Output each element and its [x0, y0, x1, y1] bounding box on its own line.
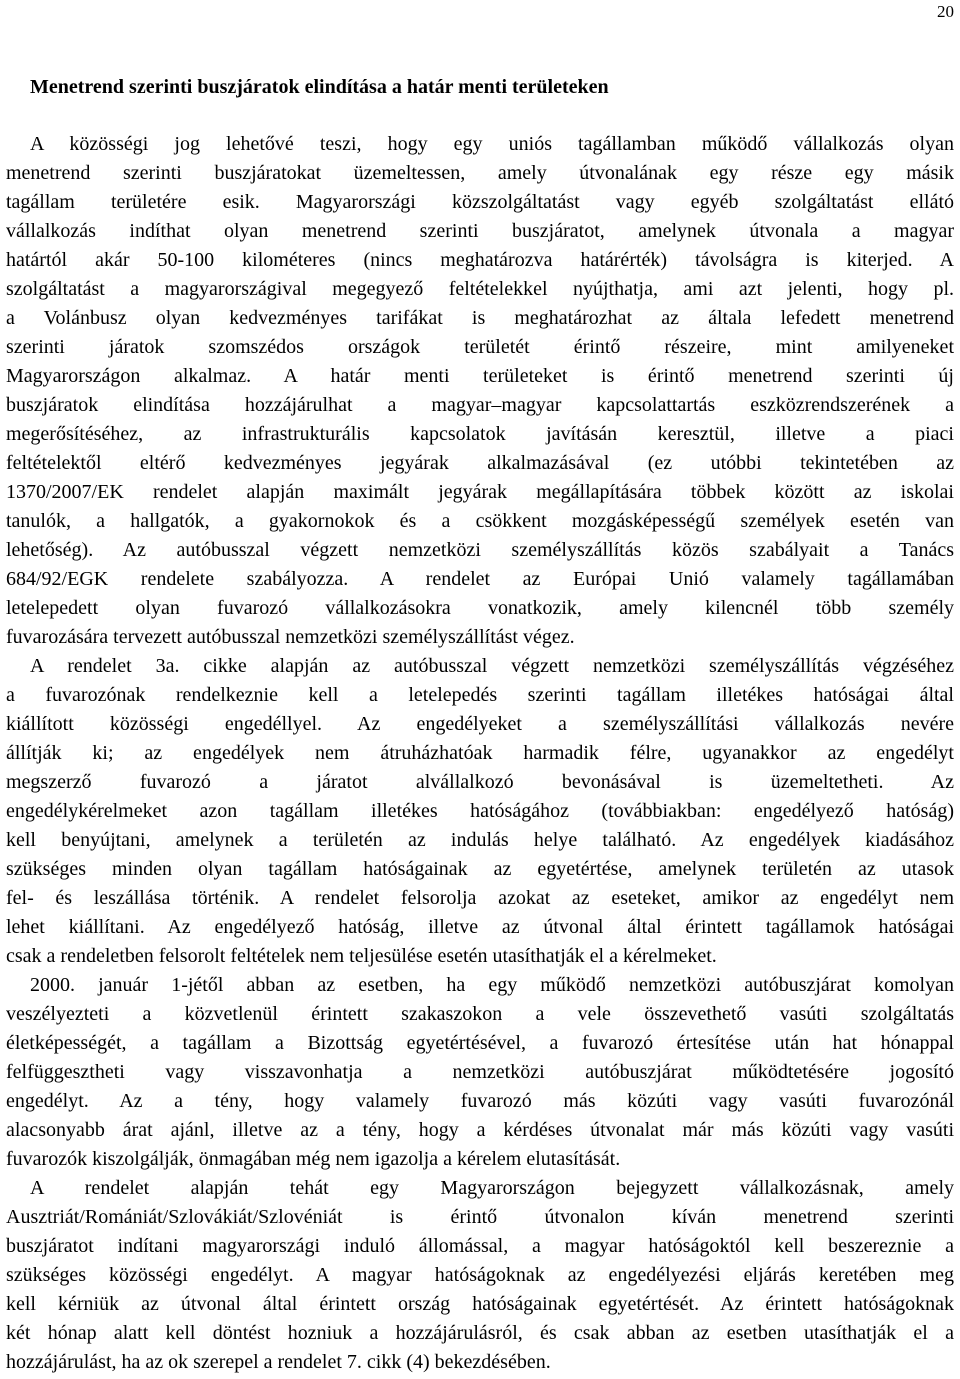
paragraph [6, 652, 954, 971]
paragraph-line: A rendelet 3a. cikke alapján az autóbusszal végzett nemzetközi személyszállítás végzéséhez [30, 655, 954, 677]
paragraph-line: lehetőség). Az autóbusszal végzett nemzetközi személyszállítás közös szabályait a Tanács [6, 539, 954, 561]
paragraph-line: A rendelet alapján tehát egy Magyarországon bejegyzett vállalkozásnak, amely [30, 1177, 954, 1199]
paragraph-line: menetrend szerinti buszjáratokat üzemeltessen, amely útvonalának egy része egy másik [6, 162, 954, 184]
paragraph-line: tagállam területére esik. Magyarországi közszolgáltatást vagy egyéb szolgáltatást ellátó [6, 191, 954, 213]
paragraph-line: a fuvarozónak rendelkeznie kell a letelepedés szerinti tagállam illetékes hatóságai által [6, 684, 954, 706]
paragraph-line: fuvarozók kiszolgálják, önmagában még nem igazolja a kérelem elutasítását. [6, 1148, 621, 1170]
paragraph-line: tanulók, a hallgatók, a gyakornokok és a csökkent mozgásképességű személyek esetén van [6, 510, 954, 532]
paragraph-line: szerinti járatok szomszédos országok területét érintő részeire, mint amilyeneket [6, 336, 954, 358]
paragraph-line: kiállított közösségi engedéllyel. Az engedélyeket a személyszállítási vállalkozás nevére [6, 713, 954, 735]
paragraph-line: fuvarozására tervezett autóbusszal nemzetközi személyszállítást végez. [6, 626, 575, 648]
paragraph-line: kell benyújtani, amelynek a területén az indulás helye található. Az engedélyek kiadásához [6, 829, 954, 851]
paragraph-line: 1370/2007/EK rendelet alapján maximált jegyárak megállapítására többek között az iskolai [6, 481, 954, 503]
paragraph-line: felfüggesztheti vagy visszavonhatja a nemzetközi autóbuszjárat működtetésére jogosító [6, 1061, 954, 1083]
paragraph-line: csak a rendeletben felsorolt feltételek nem teljesülése esetén utasíthatják el a kérelmeket. [6, 945, 717, 967]
paragraph-line: a Volánbusz olyan kedvezményes tarifákat is meghatározhat az általa lefedett menetrend [6, 307, 954, 329]
paragraph-line: vállalkozás indíthat olyan menetrend szerinti buszjáratot, amelynek útvonala a magyar [6, 220, 954, 242]
paragraph-line: buszjáratok elindítása hozzájárulhat a magyar–magyar kapcsolattartás eszközrendszerének a [6, 394, 954, 416]
paragraph-line: A közösségi jog lehetővé teszi, hogy egy uniós tagállamban működő vállalkozás olyan [30, 133, 954, 155]
paragraph-line: két hónap alatt kell döntést hozniuk a hozzájárulásról, és csak abban az esetben utasíthatják el a [6, 1322, 954, 1344]
paragraph-line: fel- és leszállása történik. A rendelet felsorolja azokat az eseteket, amikor az engedélyt nem [6, 887, 954, 909]
paragraph [6, 971, 954, 1174]
paragraph-line: buszjáratot indítani magyarországi induló állomással, a magyar hatóságoktól kell beszereznie a [6, 1235, 954, 1257]
paragraph-line: szolgáltatást a magyarországival megegyező feltételekkel nyújthatja, ami azt jelenti, hogy pl. [6, 278, 954, 300]
body-text [6, 130, 954, 1377]
paragraph-line: kell kérniük az útvonal által érintett ország hatóságainak egyetértését. Az érintett hatóságoknak [6, 1293, 954, 1315]
paragraph-line: hozzájárulást, ha az ok szerepel a rendelet 7. cikk (4) bekezdésében. [6, 1351, 551, 1373]
paragraph-line: letelepedett olyan fuvarozó vállalkozásokra vonatkozik, amely kilencnél több személy [6, 597, 954, 619]
paragraph-line: engedélyt. Az a tény, hogy valamely fuvarozó más közúti vagy vasúti fuvarozónál [6, 1090, 954, 1112]
paragraph-line: Ausztriát/Romániát/Szlovákiát/Szlovéniát is érintő útvonalon kíván menetrend szerinti [6, 1206, 954, 1228]
paragraph-line: feltételektől eltérő kedvezményes jegyárak alkalmazásával (ez utóbbi tekintetében az [6, 452, 954, 474]
paragraph-line: Magyarországon alkalmaz. A határ menti területeket is érintő menetrend szerinti új [6, 365, 954, 387]
paragraph-line: engedélykérelmeket azon tagállam illetékes hatóságához (továbbiakban: engedélyező hatóság) [6, 800, 954, 822]
paragraph-line: állítják ki; az engedélyek nem átruházhatóak harmadik félre, ugyanakkor az engedélyt [6, 742, 954, 764]
paragraph-line: 684/92/EGK rendelete szabályozza. A rendelet az Európai Unió valamely tagállamában [6, 568, 954, 590]
paragraph-line: veszélyezteti a közvetlenül érintett szakaszokon a vele összevethető vasúti szolgáltatás [6, 1003, 954, 1025]
paragraph-line: lehet kiállítani. Az engedélyező hatóság, illetve az útvonal által érintett tagállamok hatóságai [6, 916, 954, 938]
paragraph [6, 130, 954, 652]
page-number: 20 [937, 2, 954, 21]
paragraph-line: szükséges közösségi engedélyt. A magyar hatóságoknak az engedélyezési eljárás keretében meg [6, 1264, 954, 1286]
paragraph-line: határtól akár 50-100 kilométeres (nincs meghatározva határérték) távolságra is kiterjed. A [6, 249, 954, 271]
page-title: Menetrend szerinti buszjáratok elindítása a határ menti területeken [30, 76, 609, 98]
paragraph-line: szükséges minden olyan tagállam hatóságainak az egyetértése, amelynek területén az utasok [6, 858, 954, 880]
paragraph-line: életképességét, a tagállam a Bizottság egyetértésével, a fuvarozó értesítése után hat hónappal [6, 1032, 954, 1054]
paragraph-line: 2000. január 1-jétől abban az esetben, ha egy működő nemzetközi autóbuszjárat komolyan [30, 974, 954, 996]
paragraph-line: alacsonyabb árat ajánl, illetve az a tény, hogy a kérdéses útvonalat már más közúti vagy vasúti [6, 1119, 954, 1141]
paragraph [6, 1174, 954, 1377]
paragraph-line: megerősítéséhez, az infrastrukturális kapcsolatok javításán keresztül, illetve a piaci [6, 423, 954, 445]
paragraph-line: megszerző fuvarozó a járatot alvállalkozó bevonásával is üzemeltetheti. Az [6, 771, 954, 793]
